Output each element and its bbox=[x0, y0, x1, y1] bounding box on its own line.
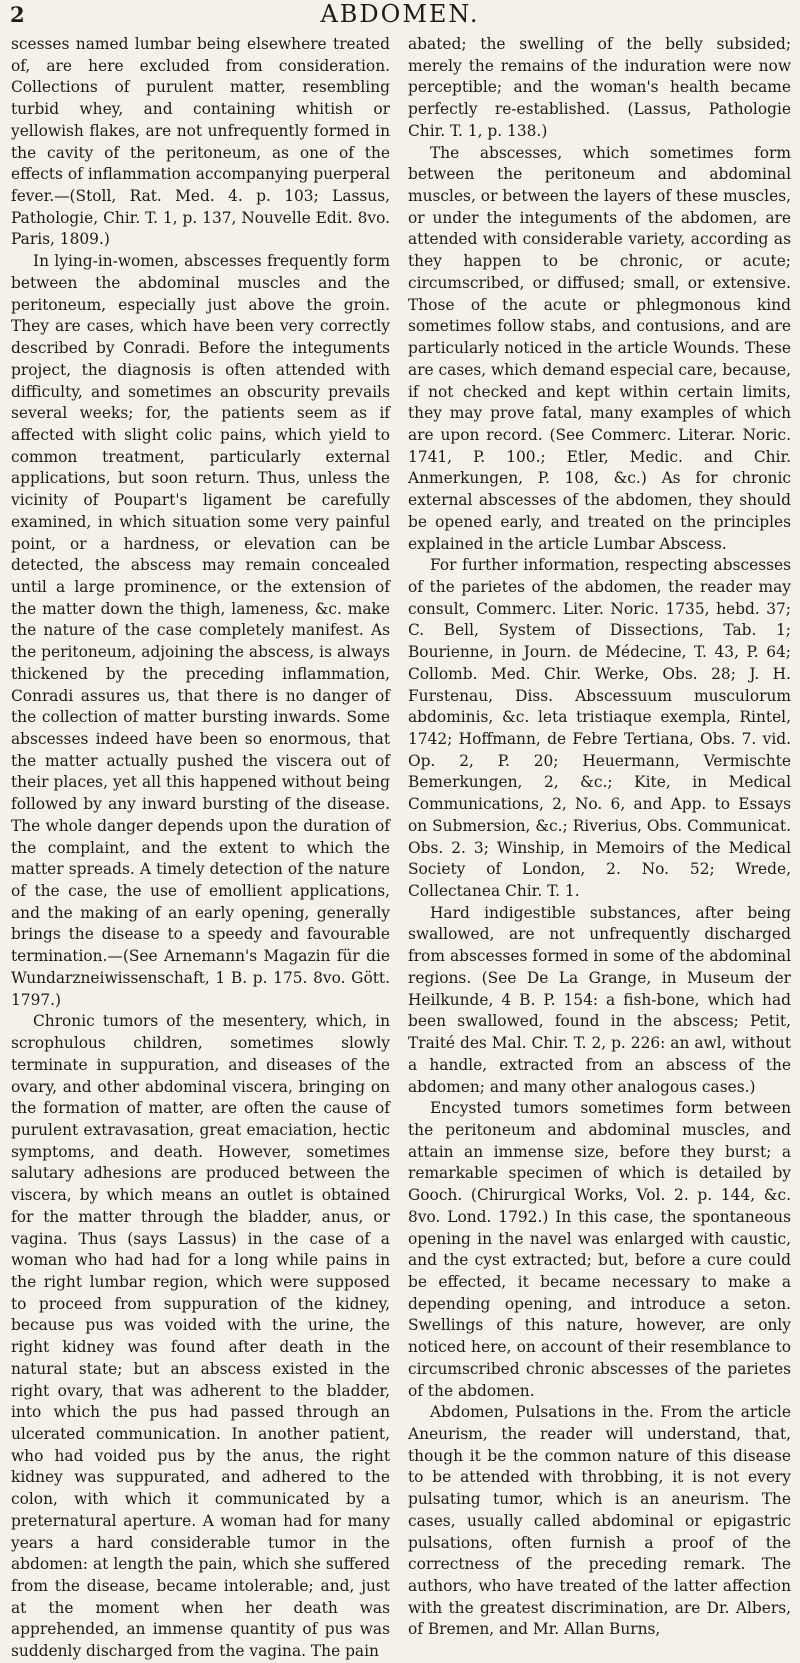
right-paragraph-2: The abscesses, which sometimes form between the peritoneum and abdominal muscles, or between the layers of these muscles, or under the integuments of the abdomen, are attended with considerable variety, according as they happen to be chronic, or acute; circumscribed, or diffused; small, or extensive. Those of the acute or phlegmonous kind sometimes follow stabs, and contusions, and are particularly noticed in the article Wounds. These are cases, which demand especial care, because, if not checked and kept within certain limits, they may prove fatal, many examples of which are upon record. (See Commerc. Literar. Noric. 1741, P. 100.; Etler, Medic. and Chir. Anmerkungen, P. 108, &c.) As for chronic external abscesses of the abdomen, they should be opened early, and treated on the principles explained in the article Lumbar Abscess. bbox=[408, 143, 791, 553]
running-head: ABDOMEN. bbox=[320, 0, 480, 28]
left-paragraph-1: scesses named lumbar being elsewhere treated of, are here excluded from consideration. Collections of purulent matter, resembling turbid whey, and containing whitish or yellowish flakes, are not unfrequently formed in the cavity of the peritoneum, as one of the effects of inflammation accompanying puerperal fever.—(Stoll, Rat. Med. 4. p. 103; Lassus, Pathologie, Chir. T. 1, p. 137, Nouvelle Edit. 8vo. Paris, 1809.) bbox=[11, 35, 390, 249]
right-paragraph-5: Encysted tumors sometimes form between the peritoneum and abdominal muscles, and attain an immense size, before they burst; a remarkable specimen of which is detailed by Gooch. (Chirurgical Works, Vol. 2. p. 144, &c. 8vo. Lond. 1792.) In this case, the spontaneous opening in the navel was enlarged with caustic, and the cyst extracted; but, before a cure could be effected, it became necessary to make a depending opening, and introduce a seton. Swellings of this nature, however, are only noticed here, on account of their resemblance to circumscribed chronic abscesses of the parietes of the abdomen. bbox=[408, 1099, 791, 1400]
right-paragraph-1: abated; the swelling of the belly subsided; merely the remains of the induration were now perceptible; and the woman's health became perfectly re-established. (Lassus, Pathologie Chir. T. 1, p. 138.) bbox=[408, 35, 791, 140]
right-paragraph-4: Hard indigestible substances, after being swallowed, are not unfrequently discharged from abscesses formed in some of the abdominal regions. (See De La Grange, in Museum der Heilkunde, 4 B. P. 154: a fish-bone, which had been swallowed, found in the abscess; Petit, Traité des Mal. Chir. T. 2, p. 226: an awl, without a handle, extracted from an abscess of the abdomen; and many other analogous cases.) bbox=[408, 903, 791, 1096]
left-paragraph-3: Chronic tumors of the mesentery, which, in scrophulous children, sometimes slowly terminate in suppuration, and diseases of the ovary, and other abdominal viscera, bringing on the formation of matter, are often the cause of purulent extravasation, great emaciation, hectic symptoms, and death. However, sometimes salutary adhesions are produced between the viscera, by which means an outlet is obtained for the matter through the bladder, anus, or vagina. Thus (says Lassus) in the case of a woman who had had for a long while pains in the right lumbar region, which were supposed to proceed from suppuration of the kidney, because pus was voided with the urine, the right kidney was found after death in the natural state; but an abscess existed in the right ovary, that was adherent to the bladder, into which the pus had passed through an ulcerated communication. In another patient, who had voided pus by the anus, the right kidney was suppurated, and adhered to the colon, with which it communicated by a preternatural aperture. A woman had for many years a hard considerable tumor in the abdomen: at length the pain, which she suffered from the disease, became intolerable; and, just at the moment when her death was apprehended, an immense quantity of pus was suddenly discharged from the vagina. The pain bbox=[11, 1012, 390, 1661]
left-paragraph-2: In lying-in-women, abscesses frequently form between the abdominal muscles and the peritoneum, especially just above the groin. They are cases, which have been very correctly described by Conradi. Before the integuments project, the diagnosis is often attended with difficulty, and sometimes an obscurity prevails several weeks; for, the patients seem as if affected with slight colic pains, which yield to common treatment, particularly external applications, but soon return. Thus, unless the vicinity of Poupart's ligament be carefully examined, in which situation some very painful point, or a hardness, or elevation can be detected, the abscess may remain concealed until a large prominence, or the extension of the matter down the thigh, lameness, &c. make the nature of the case completely manifest. As the peritoneum, adjoining the abscess, is always thickened by the preceding inflammation, Conradi assures us, that there is no danger of the collection of matter bursting inwards. Some abscesses indeed have been so enormous, that the matter actually pushed the viscera out of their places, yet all this happened without being followed by any inward bursting of the disease. The whole danger depends upon the duration of the complaint, and the extent to which the matter spreads. A timely detection of the nature of the case, the use of emollient applications, and the making of an early opening, generally brings the disease to a speedy and favourable termination.—(See Arnemann's Magazin für die Wundarzneiwissenschaft, 1 B. p. 175. 8vo. Gött. 1797.) bbox=[11, 252, 390, 1009]
right-paragraph-6: Abdomen, Pulsations in the. From the article Aneurism, the reader will understand, that, though it be the common nature of this disease to be attended with throbbing, it is not every pulsating tumor, which is an aneurism. The cases, usually called abdominal or epigastric pulsations, often furnish a proof of the correctness of the preceding remark. The authors, who have treated of the latter affection with the greatest discrimination, are Dr. Albers, of Bremen, and Mr. Allan Burns, bbox=[408, 1403, 791, 1639]
left-column bbox=[11, 34, 390, 1663]
right-paragraph-3: For further information, respecting abscesses of the parietes of the abdomen, the reader may consult, Commerc. Liter. Noric. 1735, hebd. 37; C. Bell, System of Dissections, Tab. 1; Bourienne, in Journ. de Médecine, T. 43, P. 64; Collomb. Med. Chir. Werke, Obs. 28; J. H. Furstenau, Diss. Abscessuum musculorum abdominis, &c. leta tristiaque exempla, Rintel, 1742; Hoffmann, de Febre Tertiana, Obs. 7. vid. Op. 2, P. 20; Heuermann, Vermischte Bemerkungen, 2, &c.; Kite, in Medical Communications, 2, No. 6, and App. to Essays on Submersion, &c.; Riverius, Obs. Communicat. Obs. 2. 3; Winship, in Memoirs of the Medical Society of London, 2. No. 52; Wrede, Collectanea Chir. T. 1. bbox=[408, 556, 791, 901]
page-number: 2 bbox=[10, 2, 25, 27]
right-column bbox=[408, 34, 791, 1641]
